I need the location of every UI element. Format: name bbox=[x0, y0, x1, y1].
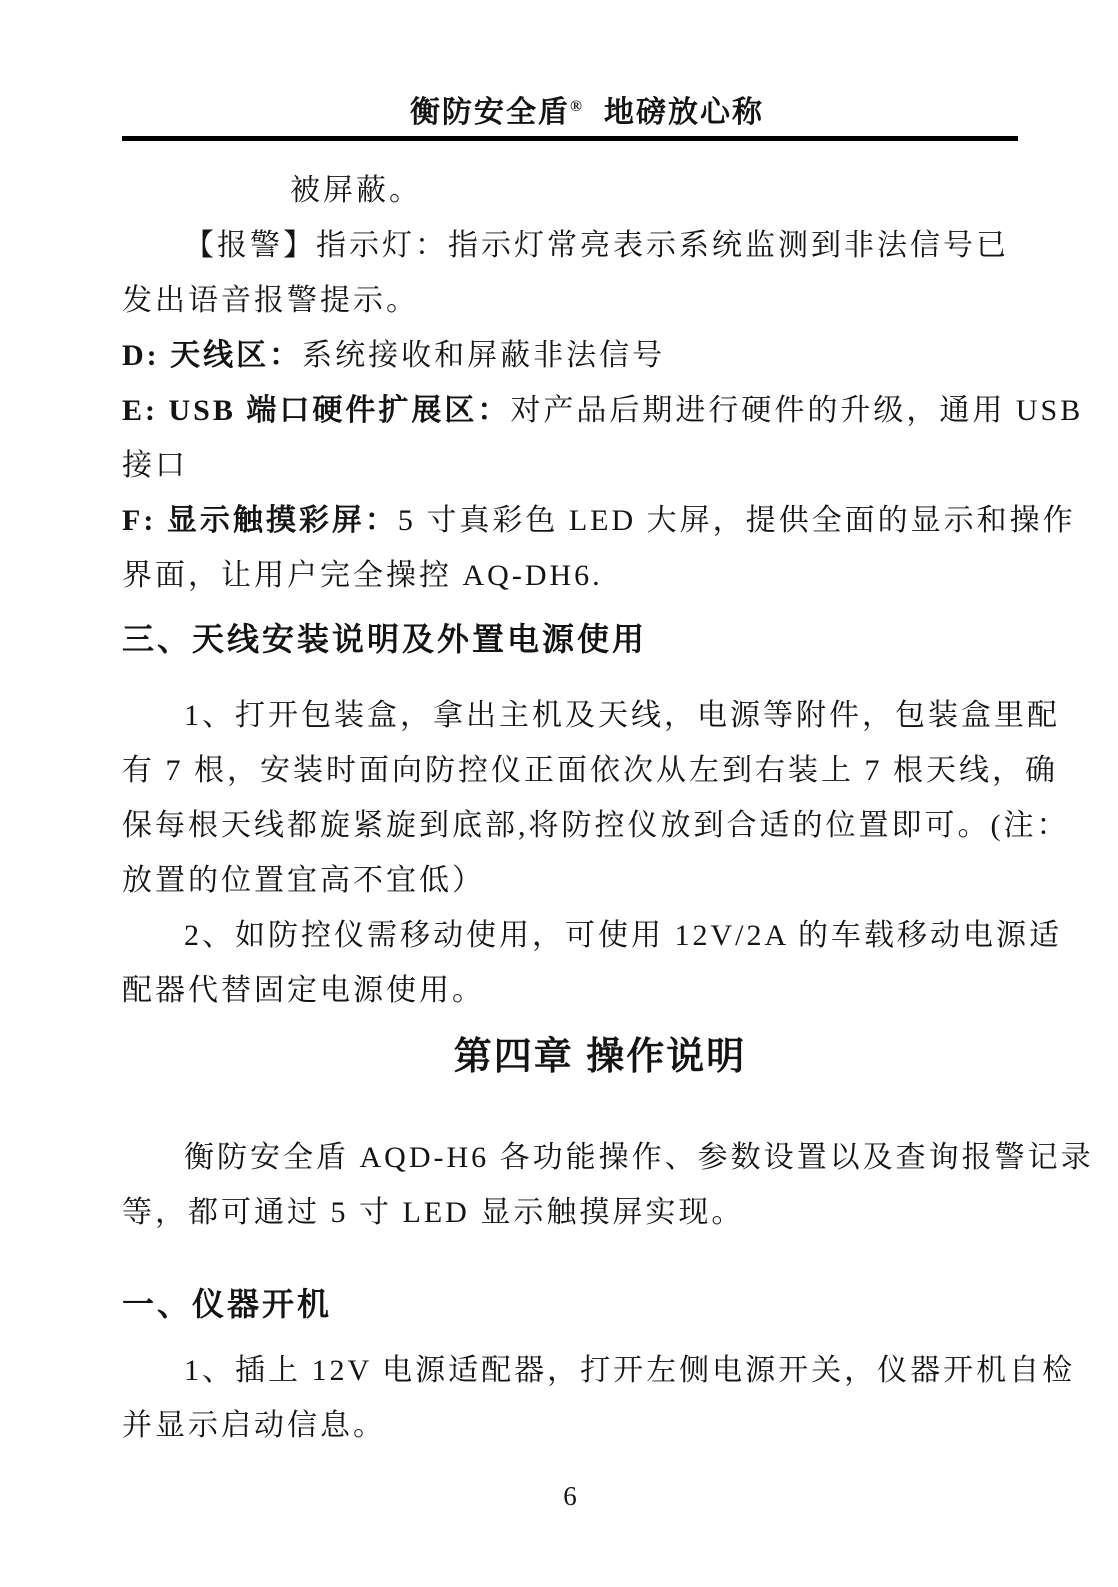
text-segment: 有 7 根，安装时面向防控仪正面依次从左到右装上 7 根天线，确 bbox=[122, 754, 1058, 787]
header-tagline: 地磅放心称 bbox=[603, 96, 764, 129]
header-title bbox=[376, 90, 764, 130]
body-line bbox=[122, 1343, 1076, 1398]
body-line bbox=[122, 853, 1018, 908]
body-line bbox=[122, 383, 1084, 438]
text-segment: 1、插上 12V 电源适配器，打开左侧电源开关，仪器开机自检 bbox=[184, 1354, 1076, 1387]
brand-name: 衡防安全盾 bbox=[410, 96, 571, 129]
text-segment: 2、如防控仪需移动使用，可使用 12V/2A 的车载移动电源适 bbox=[184, 919, 1063, 952]
body-line bbox=[122, 328, 1018, 383]
body-line bbox=[122, 493, 1076, 548]
text-segment: 并显示启动信息。 bbox=[122, 1409, 386, 1442]
body-line bbox=[122, 548, 1018, 603]
section-heading bbox=[122, 611, 1018, 667]
body-line bbox=[122, 963, 1018, 1018]
registered-trademark-icon: ® bbox=[570, 98, 582, 115]
body-line bbox=[122, 798, 1070, 853]
body-line bbox=[122, 1185, 1018, 1240]
text-segment: D: 天线区： bbox=[122, 339, 303, 372]
body-line bbox=[122, 1130, 1094, 1185]
section-heading bbox=[122, 1276, 1018, 1332]
text-segment: 等，都可通过 5 寸 LED 显示触摸屏实现。 bbox=[122, 1196, 745, 1229]
text-segment: 接口 bbox=[122, 449, 188, 482]
page-footer bbox=[122, 1453, 1018, 1511]
body-line bbox=[122, 438, 1018, 493]
body-line bbox=[122, 273, 1018, 328]
document-body bbox=[122, 141, 1094, 1453]
text-segment: 一、仪器开机 bbox=[122, 1286, 333, 1322]
text-segment: 衡防安全盾 AQD-H6 各功能操作、参数设置以及查询报警记录 bbox=[184, 1141, 1094, 1174]
text-segment: 第四章 操作说明 bbox=[453, 1036, 747, 1078]
text-segment: 【报警】指示灯：指示灯常亮表示系统监测到非法信号已 bbox=[184, 229, 1009, 262]
text-segment: 界面，让用户完全操控 AQ-DH6. bbox=[122, 559, 603, 592]
page-number: 6 bbox=[563, 1481, 577, 1511]
text-segment: E: USB 端口硬件扩展区： bbox=[122, 394, 511, 427]
text-segment: 系统接收和屏蔽非法信号 bbox=[302, 339, 666, 372]
text-segment: F: 显示触摸彩屏： bbox=[122, 504, 398, 537]
text-segment: 配器代替固定电源使用。 bbox=[122, 974, 485, 1007]
body-line bbox=[122, 688, 1060, 743]
page-header bbox=[122, 0, 1018, 141]
body-line bbox=[122, 743, 1058, 798]
text-segment: 保每根天线都旋紧旋到底部,将防控仪放到合适的位置即可。(注： bbox=[122, 809, 1070, 842]
body-line bbox=[122, 908, 1063, 963]
text-segment: 5 寸真彩色 LED 大屏，提供全面的显示和操作 bbox=[397, 504, 1076, 537]
chapter-heading bbox=[122, 1026, 1018, 1088]
body-line bbox=[122, 1398, 1018, 1453]
text-segment: 被屏蔽。 bbox=[290, 174, 422, 207]
body-line bbox=[122, 163, 1018, 218]
text-segment: 三、天线安装说明及外置电源使用 bbox=[122, 621, 648, 657]
text-segment: 发出语音报警提示。 bbox=[122, 284, 419, 317]
body-line bbox=[122, 218, 1018, 273]
text-segment: 放置的位置宜高不宜低） bbox=[122, 864, 485, 897]
text-segment: 对产品后期进行硬件的升级，通用 USB bbox=[510, 394, 1084, 427]
text-segment: 1、打开包装盒，拿出主机及天线，电源等附件，包装盒里配 bbox=[184, 699, 1060, 732]
